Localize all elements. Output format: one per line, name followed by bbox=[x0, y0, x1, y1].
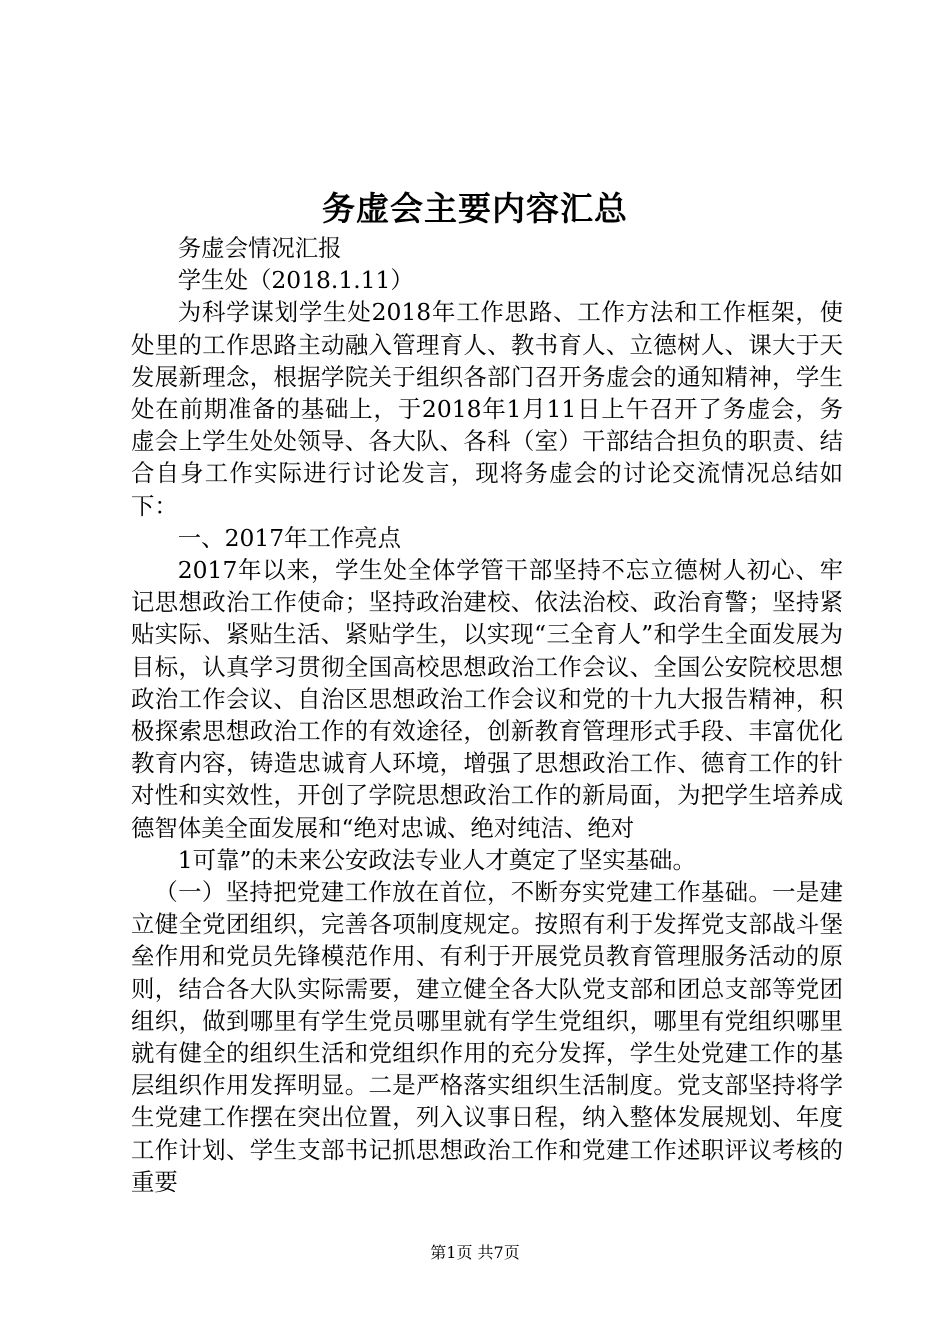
section-heading-highlights: 一、2017年工作亮点 bbox=[177, 523, 402, 552]
document-title: 务虚会主要内容汇总 bbox=[322, 189, 628, 228]
paragraph-highlights-continued: 1可靠”的未来公安政法专业人才奠定了坚实基础。 bbox=[177, 845, 696, 874]
paragraph-highlights: 2017年以来，学生处全体学管干部坚持不忘立德树人初心、牢记思想政治工作使命；坚持政治建校、依法治校、政治育警；坚持紧贴实际、紧贴生活、紧贴学生，以实现“三全育人”和学生全面发展为目标，认真学习贯彻全国高校思想政治工作会议、全国公安院校思想政治工作会议、自治区思想政治工作会议和党的十九大报告精神，积极探索思想政治工作的有效途径，创新教育管理形式手段、丰富优化教育内容，铸造忠诚育人环境，增强了思想政治工作、德育工作的针对性和实效性，开创了学院思想政治工作的新局面，为把学生培养成德智体美全面发展和“绝对忠诚、绝对纯洁、绝对 bbox=[131, 556, 843, 842]
document-body bbox=[131, 232, 843, 1198]
paragraph-party-building: （一）坚持把党建工作放在首位，不断夯实党建工作基础。一是建立健全党团组织，完善各项制度规定。按照有利于发挥党支部战斗堡垒作用和党员先锋模范作用、有利于开展党员教育管理服务活动的原则，结合各大队实际需要，建立健全各大队党支部和团总支部等党团组织，做到哪里有学生党员哪里就有学生党组织，哪里有党组织哪里就有健全的组织生活和党组织作用的充分发挥，学生处党建工作的基层组织作用发挥明显。二是严格落实组织生活制度。党支部坚持将学生党建工作摆在突出位置，列入议事日程，纳入整体发展规划、年度工作计划、学生支部书记抓思想政治工作和党建工作述职评议考核的重要 bbox=[131, 878, 843, 1196]
paragraph-report-heading: 务虚会情况汇报 bbox=[177, 234, 342, 262]
paragraph-department-date: 学生处（2018.1.11） bbox=[177, 266, 414, 295]
page-number-footer: 第1页 共7页 bbox=[430, 1243, 520, 1262]
paragraph-intro: 为科学谋划学生处2018年工作思路、工作方法和工作框架，使处里的工作思路主动融入管理育人、教书育人、立德树人、课大于天发展新理念，根据学院关于组织各部门召开务虚会的通知精神，学生处在前期准备的基础上，于2018年1月11日上午召开了务虚会，务虚会上学生处处领导、各大队、各科（室）干部结合担负的职责、结合自身工作实际进行讨论发言，现将务虚会的讨论交流情况总结如下： bbox=[131, 298, 843, 520]
